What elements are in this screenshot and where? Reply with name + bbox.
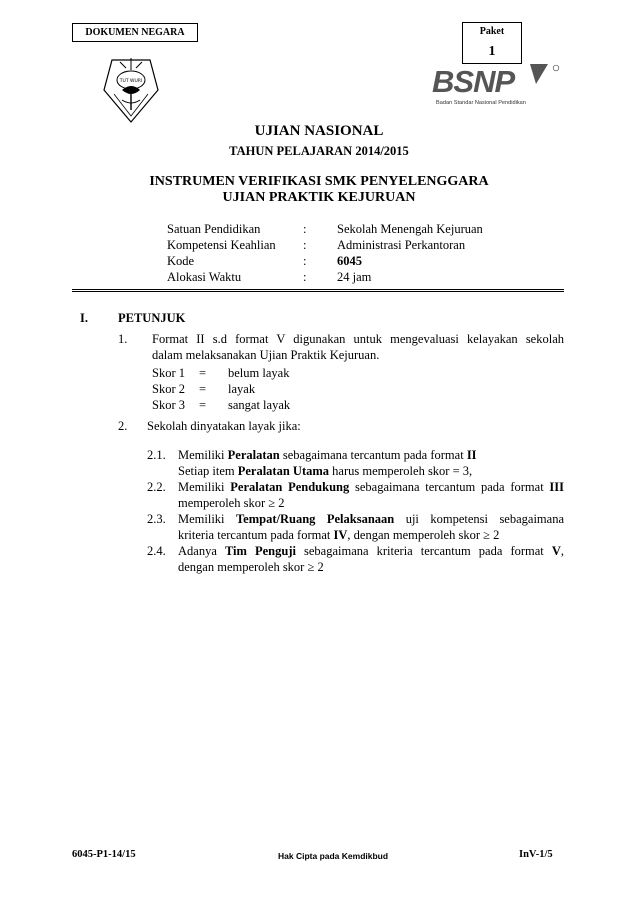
paket-number: 1 xyxy=(488,44,496,59)
svg-text:TUT WURI: TUT WURI xyxy=(119,79,143,84)
section-heading xyxy=(80,310,185,326)
criterion-line: kriteria tercantum pada format IV, dengan memperoleh skor ≥ 2 xyxy=(178,528,500,542)
criterion-2-3 xyxy=(147,511,564,543)
info-label: Kompetensi Keahlian xyxy=(167,238,276,252)
score-label: Skor 1 xyxy=(152,366,185,380)
score-desc: sangat layak xyxy=(228,398,291,412)
criterion-line: Setiap item Peralatan Utama harus memperoleh skor = 3, xyxy=(178,464,473,478)
score-row xyxy=(152,397,290,413)
score-list xyxy=(152,365,290,413)
footer-copyright: Hak Cipta pada Kemdikbud xyxy=(278,851,389,861)
paket-label: Paket xyxy=(479,26,505,37)
dokumen-negara-box: DOKUMEN NEGARA xyxy=(72,23,198,42)
score-desc: layak xyxy=(228,382,256,396)
criterion-2-1 xyxy=(147,447,564,479)
score-label: Skor 3 xyxy=(152,398,185,412)
criterion-line: Memiliki Peralatan sebagaimana tercantum pada format II xyxy=(178,448,477,462)
score-eq: = xyxy=(199,382,207,396)
criterion-number: 2.1. xyxy=(147,448,166,462)
criterion-2-4 xyxy=(147,543,564,575)
info-colon: : xyxy=(303,270,307,284)
criterion-line: Memiliki Peralatan Pendukung sebagaimana tercantum pada format III xyxy=(178,480,565,494)
info-row xyxy=(167,221,567,237)
info-label: Kode xyxy=(167,254,195,268)
info-row xyxy=(167,237,567,253)
instrument-title-line1: INSTRUMEN VERIFIKASI SMK PENYELENGGARA xyxy=(149,174,489,189)
criterion-line: Adanya Tim Penguji sebagaimana kriteria tercantum pada format V, xyxy=(178,544,564,558)
section-number: I. xyxy=(80,311,88,325)
bsnp-subtitle: Badan Standar Nasional Pendidikan xyxy=(436,100,526,106)
info-row xyxy=(167,253,567,269)
point-1-line1: Format II s.d format V digunakan untuk mengevaluasi kelayakan sekolah xyxy=(152,332,564,346)
paket-box xyxy=(462,22,522,64)
score-row xyxy=(152,365,290,381)
point-number: 1. xyxy=(118,332,128,346)
score-eq: = xyxy=(199,366,207,380)
criterion-number: 2.3. xyxy=(147,512,166,526)
criterion-line: dengan memperoleh skor ≥ 2 xyxy=(178,560,324,574)
info-value: 24 jam xyxy=(337,270,372,284)
section-title: PETUNJUK xyxy=(118,311,186,325)
score-eq: = xyxy=(199,398,207,412)
info-colon: : xyxy=(303,238,307,252)
header-divider xyxy=(72,289,564,292)
info-value: 6045 xyxy=(337,254,362,268)
exam-title: UJIAN NASIONAL xyxy=(254,123,384,139)
info-table xyxy=(167,221,567,285)
score-row xyxy=(152,381,290,397)
info-value: Administrasi Perkantoran xyxy=(337,238,466,252)
tut-wuri-handayani-emblem-icon xyxy=(92,50,170,128)
point-2 xyxy=(118,418,564,434)
point-number: 2. xyxy=(118,419,128,433)
point-2-text: Sekolah dinyatakan layak jika: xyxy=(147,419,301,433)
info-colon: : xyxy=(303,222,307,236)
info-row xyxy=(167,269,567,285)
bsnp-logo-text: BSNP xyxy=(432,64,515,99)
criterion-line: memperoleh skor ≥ 2 xyxy=(178,496,285,510)
point-1-line2: dalam melaksanakan Ujian Praktik Kejuruan. xyxy=(152,348,380,362)
criterion-line: Memiliki Tempat/Ruang Pelaksanaan uji kompetensi sebagaimana xyxy=(178,512,564,526)
footer-page: InV-1/5 xyxy=(519,849,553,860)
criterion-2-2 xyxy=(147,479,564,511)
info-label: Satuan Pendidikan xyxy=(167,222,261,236)
bsnp-logo-icon xyxy=(430,62,562,110)
score-label: Skor 2 xyxy=(152,382,185,396)
footer-code: 6045-P1-14/15 xyxy=(72,849,136,860)
info-value: Sekolah Menengah Kejuruan xyxy=(337,222,483,236)
instrument-title-line2: UJIAN PRAKTIK KEJURUAN xyxy=(222,190,416,205)
info-label: Alokasi Waktu xyxy=(167,270,242,284)
score-desc: belum layak xyxy=(228,366,290,380)
exam-year: TAHUN PELAJARAN 2014/2015 xyxy=(229,144,409,158)
info-colon: : xyxy=(303,254,307,268)
criterion-number: 2.2. xyxy=(147,480,166,494)
criterion-number: 2.4. xyxy=(147,544,166,558)
